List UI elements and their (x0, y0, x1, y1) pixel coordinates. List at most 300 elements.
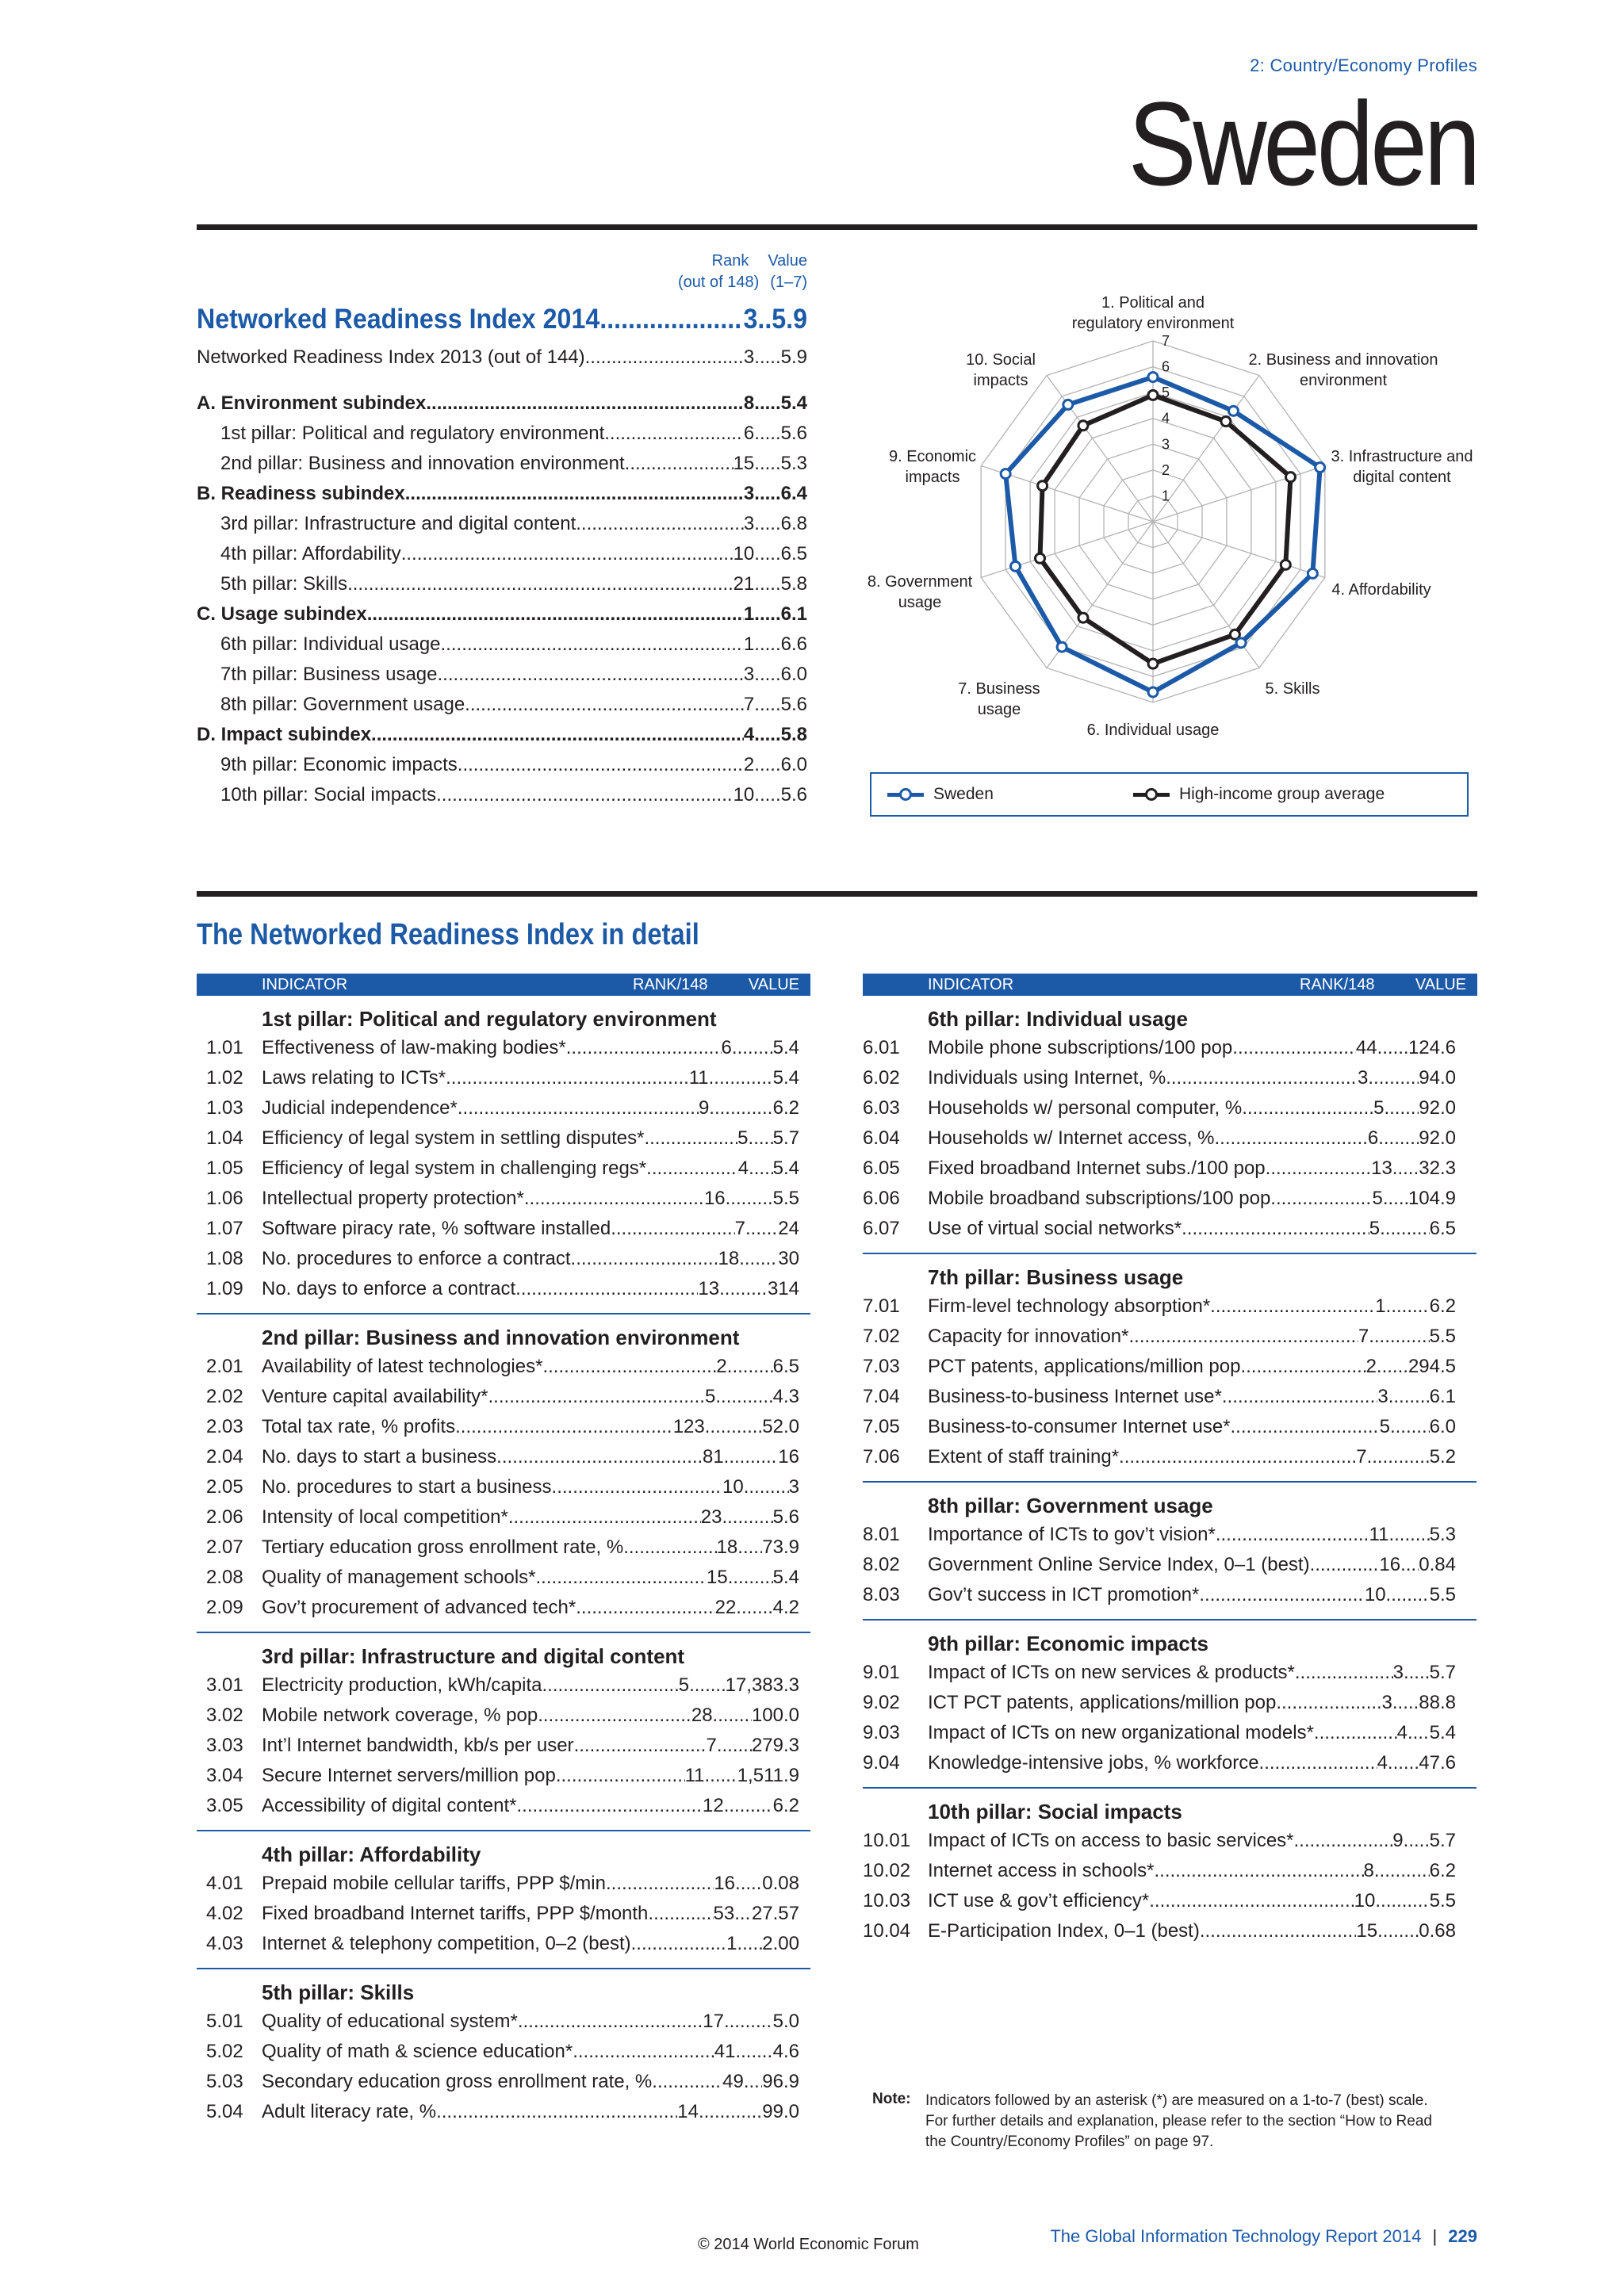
indicator-body (262, 1567, 799, 1589)
indicator-row (863, 1158, 1465, 1188)
indicator-body (928, 1890, 1456, 1912)
indicator-name: Business-to-consumer Internet use* (928, 1416, 1231, 1437)
indicator-name: Capacity for innovation* (928, 1326, 1129, 1347)
indicator-value: 5.5 (1429, 1326, 1456, 1347)
indicator-row (863, 1218, 1465, 1248)
indicator-name: Secure Internet servers/million pop. (262, 1765, 561, 1786)
summary-label: Networked Readiness Index 2013 (out of 144) (197, 346, 585, 368)
indicator-row (206, 1188, 809, 1218)
indicator-rank: 22 (714, 1597, 737, 1618)
indicator-name: Prepaid mobile cellular tariffs, PPP $/min. (262, 1873, 611, 1894)
radar-point-0 (1236, 638, 1246, 648)
legend-symbol-sweden (887, 786, 924, 802)
radar-point-1 (1148, 659, 1158, 668)
indicator-row (863, 1722, 1465, 1752)
indicator-name: Efficiency of legal system in settling disputes* (262, 1127, 645, 1149)
radar-axis-label-line: impacts (973, 372, 1028, 389)
legend-symbol-high-income (1133, 786, 1170, 802)
pillar-title: 10th pillar: Social impacts (928, 1800, 1182, 1823)
dot-leader (571, 1248, 718, 1270)
dot-leader (1166, 1067, 1358, 1089)
dot-leader (1377, 1037, 1408, 1059)
indicator-row (863, 1692, 1465, 1722)
indicator-value: 99.0 (762, 2101, 799, 2122)
dot-leader (552, 1476, 722, 1498)
indicator-name: Mobile phone subscriptions/100 pop. (928, 1037, 1238, 1058)
summary-rank: 3 (743, 483, 755, 504)
summary-label: 1st pillar: Political and regulatory environment (220, 423, 605, 444)
dot-leader (754, 603, 780, 626)
dot-leader (727, 1356, 773, 1378)
radar-axis-label: 4. Affordability (1331, 581, 1431, 599)
indicator-code: 6.06 (863, 1188, 900, 1209)
dot-leader (717, 1735, 752, 1757)
indicator-body (262, 1795, 799, 1817)
indicator-row (206, 1446, 809, 1476)
radar-point-0 (1011, 561, 1021, 571)
dot-leader (1386, 1295, 1430, 1318)
indicator-rank: 10 (1354, 1890, 1376, 1911)
col-rank: RANK/148 (1300, 976, 1375, 993)
indicator-code: 2.09 (206, 1597, 243, 1618)
dot-leader (705, 1416, 763, 1438)
dot-leader (754, 724, 780, 746)
indicator-row (206, 1903, 809, 1933)
indicator-name: Internet access in schools* (928, 1860, 1155, 1881)
indicator-code: 1.06 (206, 1188, 243, 1209)
indicator-name: E-Participation Index, 0–1 (best) (928, 1920, 1200, 1942)
radar-spoke (1153, 466, 1325, 522)
radar-axis-label (868, 573, 973, 611)
dot-leader (611, 1873, 714, 1895)
chart-legend (870, 772, 1469, 817)
indicator-name: Households w/ Internet access, % (928, 1127, 1215, 1149)
indicator-code: 8.03 (863, 1584, 900, 1605)
radar-axis-label-line: 10. Social (966, 351, 1036, 369)
dot-leader (1182, 1218, 1369, 1240)
indicator-value: 124.6 (1408, 1037, 1456, 1058)
dot-leader (426, 392, 744, 415)
radar-axis-label (966, 351, 1036, 389)
indicator-value: 0.08 (762, 1873, 799, 1894)
indicator-code: 7.02 (863, 1326, 900, 1347)
indicator-value: 5.6 (772, 1506, 799, 1528)
dot-leader (1388, 1386, 1430, 1408)
radar-axis-label (1248, 351, 1438, 389)
indicator-code: 6.03 (863, 1097, 900, 1119)
indicator-body (262, 1536, 799, 1559)
indicator-rank: 5 (1373, 1097, 1385, 1119)
radar-axis-label (958, 680, 1040, 718)
radar-point-1 (1078, 421, 1088, 430)
indicator-name: Use of virtual social networks* (928, 1218, 1182, 1239)
detail-rule (197, 891, 1477, 897)
dot-leader (754, 423, 780, 445)
indicator-code: 1.01 (206, 1037, 243, 1058)
radar-chart (864, 285, 1499, 761)
dot-leader (401, 543, 733, 565)
indicator-body (928, 1920, 1456, 1942)
indicator-row (206, 1097, 809, 1127)
summary-row (197, 724, 807, 746)
indicator-value: 6.5 (772, 1356, 799, 1377)
indicator-rank: 17 (703, 2011, 724, 2032)
radar-axis-label-line: impacts (905, 469, 960, 486)
dot-leader (719, 1278, 768, 1300)
dot-leader (648, 1903, 713, 1925)
col-value: VALUE (748, 976, 799, 993)
dot-leader (1378, 1127, 1419, 1150)
indicator-rank: 9 (698, 1097, 710, 1119)
indicator-row (863, 1890, 1465, 1920)
dot-leader (1375, 1890, 1429, 1912)
radar-point-1 (1221, 417, 1231, 427)
radar-spoke (1153, 522, 1325, 577)
indicator-body (928, 1326, 1456, 1348)
pillar-title: 7th pillar: Business usage (928, 1265, 1184, 1289)
dot-leader (1386, 1584, 1430, 1606)
section-rule (863, 1787, 1477, 1789)
indicator-rank: 7 (1356, 1446, 1367, 1468)
dot-leader (754, 513, 780, 535)
indicator-body (262, 1188, 799, 1210)
indicator-body (262, 1158, 799, 1180)
indicator-name: Availability of latest technologies* (262, 1356, 543, 1377)
dot-leader (367, 603, 744, 626)
footer-separator: | (1432, 2226, 1438, 2246)
indicator-row (206, 1158, 809, 1188)
summary-rank: 10 (733, 543, 755, 564)
indicator-body (928, 1692, 1456, 1714)
indicator-value: 5.5 (1429, 1890, 1456, 1911)
indicator-rank: 5 (1379, 1416, 1390, 1437)
indicator-rank: 5 (1369, 1218, 1381, 1239)
indicator-code: 1.07 (206, 1218, 243, 1239)
indicator-body (262, 1416, 799, 1438)
dot-leader (1404, 1830, 1430, 1852)
pillar-title: 9th pillar: Economic impacts (928, 1632, 1208, 1655)
radar-point-1 (1285, 473, 1295, 482)
indicator-name: Mobile broadband subscriptions/100 pop. (928, 1188, 1276, 1209)
indicator-rank: 16 (1379, 1554, 1401, 1575)
dot-leader (1281, 1692, 1382, 1714)
value-heading: Value (768, 252, 807, 270)
indicator-rank: 12 (702, 1795, 724, 1816)
indicator-body (262, 1218, 799, 1240)
indicator-body (928, 1097, 1456, 1119)
indicator-name: No. days to start a business (262, 1446, 497, 1468)
pillar-title: 4th pillar: Affordability (262, 1843, 481, 1866)
indicator-body (928, 1584, 1456, 1606)
indicator-body (928, 1830, 1456, 1852)
indicator-body (262, 1765, 799, 1787)
dot-leader (623, 1536, 716, 1559)
indicator-row (206, 1597, 809, 1627)
indicator-rank: 13 (1371, 1158, 1392, 1179)
indicator-body (928, 1127, 1456, 1150)
indicator-name: Government Online Service Index, 0–1 (best) (928, 1554, 1310, 1575)
indicator-value: 2.00 (762, 1933, 799, 1954)
dot-leader (737, 1933, 762, 1955)
indicator-name: ICT use & gov’t efficiency* (928, 1890, 1150, 1911)
summary-value: 5.4 (780, 392, 807, 414)
pillar-title: 6th pillar: Individual usage (928, 1007, 1188, 1031)
indicator-code: 4.01 (206, 1873, 243, 1894)
radar-axis-label-line: 1. Political and (1101, 294, 1205, 312)
indicator-body (262, 1735, 799, 1757)
dot-leader (1383, 1188, 1408, 1210)
indicator-row (206, 2041, 809, 2071)
indicator-name: Quality of math & science education* (262, 2041, 573, 2062)
dot-leader (1199, 1584, 1364, 1606)
dot-leader (724, 1795, 773, 1817)
dot-leader (735, 1873, 762, 1895)
indicator-value: 6.2 (772, 1097, 799, 1119)
indicator-name: Mobile network coverage, % pop. (262, 1705, 543, 1726)
dot-leader (732, 1037, 773, 1059)
indicator-code: 3.05 (206, 1795, 243, 1816)
indicator-row (863, 1662, 1465, 1692)
indicator-code: 3.04 (206, 1765, 243, 1786)
radar-series-line-1 (1040, 395, 1291, 664)
dot-leader (488, 1386, 706, 1408)
indicator-row (206, 1705, 809, 1735)
summary-row (197, 664, 807, 686)
radar-axis-label (1331, 448, 1473, 486)
section-rule (863, 1481, 1477, 1483)
radar-axis-label (1072, 294, 1235, 332)
indicator-row (863, 1127, 1465, 1158)
indicator-body (928, 1662, 1456, 1684)
indicator-value: 6.0 (1429, 1416, 1456, 1437)
dot-leader (1392, 1158, 1419, 1180)
summary-rank: 10 (733, 784, 755, 806)
dot-leader (754, 754, 780, 776)
summary-label: D. Impact subindex (197, 724, 372, 745)
indicator-name: Gov’t success in ICT promotion* (928, 1584, 1200, 1605)
dot-leader (455, 1416, 673, 1438)
indicator-rank: 3 (1392, 1662, 1404, 1683)
indicator-value: 47.6 (1419, 1752, 1456, 1774)
dot-leader (1388, 1524, 1429, 1546)
indicator-code: 5.04 (206, 2101, 243, 2122)
summary-row (197, 543, 807, 565)
indicator-body (262, 1067, 799, 1089)
indicator-body (928, 1295, 1456, 1318)
dot-leader (754, 453, 780, 475)
indicator-row (863, 1446, 1465, 1476)
pillar-title: 2nd pillar: Business and innovation environment (262, 1326, 740, 1349)
radar-axis-label: 5. Skills (1265, 680, 1320, 698)
indicator-rank: 3 (1377, 1386, 1388, 1407)
radar-axis-label-line: usage (977, 701, 1021, 718)
summary-label: 9th pillar: Economic impacts (220, 754, 458, 775)
dot-leader (1408, 1722, 1430, 1744)
dot-leader (724, 1446, 779, 1468)
dot-leader (1216, 1524, 1369, 1546)
indicator-code: 7.03 (863, 1356, 900, 1377)
dot-leader (1388, 1752, 1419, 1774)
dot-leader (745, 1218, 778, 1240)
summary-label: 6th pillar: Individual usage (220, 633, 441, 655)
dot-leader (754, 543, 780, 565)
indicator-row (863, 1860, 1465, 1890)
radar-axis-label-line: 2. Business and innovation (1248, 351, 1438, 369)
indicator-value: 6.2 (1429, 1860, 1456, 1881)
dot-leader (754, 346, 780, 369)
indicator-code: 2.03 (206, 1416, 243, 1437)
radar-point-1 (1281, 560, 1290, 569)
indicator-value: 0.84 (1419, 1554, 1456, 1575)
dot-leader (737, 1536, 762, 1559)
section-rule (197, 1968, 810, 1969)
indicator-rank: 1 (1375, 1295, 1386, 1317)
indicator-code: 2.07 (206, 1536, 243, 1558)
radar-tick-label: 2 (1161, 461, 1170, 478)
indicator-code: 2.05 (206, 1476, 243, 1498)
summary-row (197, 784, 807, 806)
indicator-rank: 6 (721, 1037, 732, 1058)
indicator-row (206, 1933, 809, 1963)
indicator-body (928, 1158, 1456, 1180)
dot-leader (1231, 1416, 1380, 1438)
legend-label-high-income: High-income group average (1179, 785, 1385, 803)
radar-tick-label: 4 (1161, 410, 1170, 427)
summary-row (197, 453, 807, 475)
section-label: 2: Country/Economy Profiles (1250, 55, 1477, 75)
indicator-body (928, 1067, 1456, 1089)
indicator-body (262, 2011, 799, 2033)
indicator-value: 94.0 (1419, 1067, 1456, 1089)
indicator-value: 96.9 (762, 2071, 799, 2092)
indicator-row (206, 1278, 809, 1308)
summary-value: 6.0 (780, 664, 807, 685)
dot-leader (754, 694, 780, 716)
indicator-row (863, 1524, 1465, 1554)
indicator-value: 314 (767, 1278, 799, 1299)
indicator-value: 5.5 (772, 1188, 799, 1209)
indicator-code: 6.01 (863, 1037, 900, 1058)
dot-leader (574, 1735, 707, 1757)
indicator-row (206, 1674, 809, 1705)
dot-leader (709, 1067, 773, 1089)
indicator-code: 7.01 (863, 1295, 900, 1317)
indicator-body (262, 1097, 799, 1119)
indicator-name: Importance of ICTs to gov’t vision* (928, 1524, 1216, 1545)
indicator-row (206, 1735, 809, 1765)
indicator-rank: 4 (1396, 1722, 1408, 1743)
country-title: Sweden (1128, 77, 1477, 210)
col-value: VALUE (1415, 976, 1466, 993)
indicator-code: 2.08 (206, 1567, 243, 1588)
summary-rank: 4 (743, 724, 755, 745)
dot-leader (371, 724, 744, 746)
indicator-value: 5.4 (772, 1567, 799, 1588)
indicator-code: 10.04 (863, 1920, 911, 1942)
dot-leader (543, 1705, 691, 1727)
summary-rank: 3 (743, 664, 755, 685)
indicator-rank: 49 (722, 2071, 744, 2092)
dot-leader (576, 1597, 714, 1619)
dot-leader (625, 453, 733, 475)
indicator-name: No. days to enforce a contract (262, 1278, 516, 1299)
radar-point-1 (1038, 481, 1048, 491)
indicator-rank: 4 (1377, 1752, 1388, 1774)
indicator-body (262, 1248, 799, 1270)
indicator-value: 3 (788, 1476, 799, 1498)
dot-leader (1294, 1830, 1393, 1852)
indicator-row (863, 1554, 1465, 1584)
indicator-row (863, 1097, 1465, 1127)
indicator-value: 5.4 (772, 1158, 799, 1179)
section-rule (863, 1253, 1477, 1254)
indicator-value: 279.3 (751, 1735, 799, 1756)
indicator-name: Fixed broadband Internet subs./100 pop. (928, 1158, 1271, 1179)
indicator-rank: 3 (1358, 1067, 1369, 1089)
indicator-value: 104.9 (1408, 1188, 1456, 1209)
indicator-body (262, 1127, 799, 1150)
dot-leader (515, 1278, 698, 1300)
indicator-body (262, 2071, 799, 2093)
indicator-name: Knowledge-intensive jobs, % workforce (928, 1752, 1259, 1774)
dot-leader (1310, 1554, 1380, 1576)
summary-rank: 21 (733, 573, 755, 595)
indicator-rank: 5 (705, 1386, 716, 1407)
indicator-code: 9.04 (863, 1752, 900, 1774)
radar-axis-label-line: digital content (1353, 469, 1451, 486)
indicator-rank: 14 (677, 2101, 699, 2122)
summary-rank: 1 (743, 633, 755, 655)
dot-leader (1210, 1295, 1375, 1318)
radar-point-0 (1057, 642, 1067, 652)
indicator-body (262, 1446, 799, 1468)
summary-value: 6.4 (780, 483, 807, 504)
dot-leader (754, 633, 780, 656)
indicator-name: Business-to-business Internet use* (928, 1386, 1222, 1407)
radar-tick-label: 6 (1161, 358, 1170, 375)
indicator-row (206, 1795, 809, 1825)
indicator-code: 4.02 (206, 1903, 243, 1924)
radar-axis-label-line: 8. Government (867, 573, 973, 591)
indicator-value: 5.7 (772, 1127, 799, 1149)
indicator-code: 6.05 (863, 1158, 900, 1179)
radar-axis-label-line: 3. Infrastructure and (1331, 448, 1473, 465)
dot-leader (1149, 1890, 1354, 1912)
summary-value: 6.6 (780, 633, 807, 655)
dot-leader (458, 1097, 699, 1119)
indicator-code: 6.04 (863, 1127, 900, 1149)
indicator-name: Impact of ICTs on new services & products* (928, 1662, 1295, 1683)
indicator-rank: 18 (716, 1536, 738, 1558)
indicator-name: Quality of educational system* (262, 2011, 518, 2032)
dot-leader (749, 1127, 773, 1150)
indicator-body (928, 1218, 1456, 1240)
indicator-name: Extent of staff training* (928, 1446, 1120, 1468)
dot-leader (441, 633, 744, 656)
indicator-code: 1.05 (206, 1158, 243, 1179)
dot-leader (465, 694, 744, 716)
indicator-name: Int’l Internet bandwidth, kb/s per user (262, 1735, 574, 1756)
indicator-name: Impact of ICTs on access to basic services* (928, 1830, 1294, 1851)
indicator-rank: 15 (707, 1567, 728, 1588)
indicator-name: Firm-level technology absorption* (928, 1295, 1211, 1317)
dot-leader (699, 2101, 762, 2123)
indicator-value: 24 (778, 1218, 799, 1239)
summary-row (197, 573, 807, 595)
indicator-rank: 5 (737, 1127, 749, 1149)
dot-leader (713, 1705, 752, 1727)
dot-leader (754, 483, 780, 505)
